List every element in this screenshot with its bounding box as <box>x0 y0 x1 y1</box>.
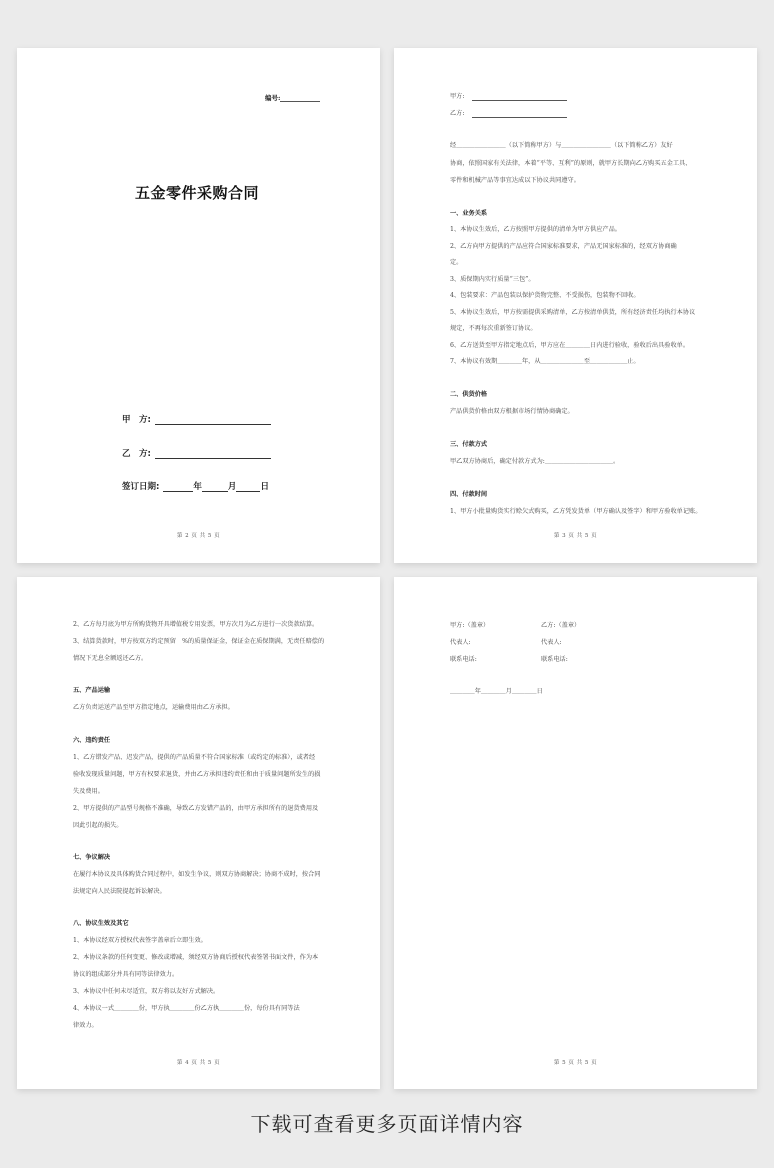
page-footer: 第 2 页 共 5 页 <box>176 533 221 539</box>
section-7-title: 七、争议解决 <box>73 854 111 861</box>
intro-line-2: 协商，依照国家有关法律，本着“平等、互利”的原则，就甲方长期向乙方购买五金工具、 <box>450 160 692 167</box>
month-blank <box>202 482 228 492</box>
section-8-title: 八、协议生效及其它 <box>73 920 129 927</box>
payment-line: 3、结算货款时，甲方按双方约定预留 %的质量保证金，保证金在质保期满，无责任赔偿的 <box>73 638 325 645</box>
section-1-line: 3、质保期内实行质量“三包”。 <box>450 276 535 283</box>
page-footer: 第 3 页 共 5 页 <box>553 533 598 539</box>
page-footer: 第 5 页 共 5 页 <box>553 1060 598 1066</box>
party-b-label: 乙 方: <box>122 449 151 459</box>
signing-date-line: ＿＿＿＿年＿＿＿＿月＿＿＿＿日 <box>450 688 543 695</box>
party-b-line <box>450 109 567 118</box>
section-1-line: 2、乙方向甲方提供的产品应符合国家标准要求，产品无国家标准的，经双方协商确 <box>450 243 677 250</box>
section-6-title: 六、违约责任 <box>73 737 111 744</box>
signing-date-line <box>122 480 269 492</box>
section-2-title: 二、供货价格 <box>450 391 488 398</box>
section-8-line: 2、本协议条款的任何变更、修改或增减，须经双方协商后授权代表签署书面文件，作为本 <box>73 954 319 961</box>
payment-line: 2、乙方每月底为甲方所购货物开具增值税专用发票，甲方次月为乙方进行一次货款结算。 <box>73 621 319 628</box>
contract-page-3 <box>394 48 757 563</box>
contract-title: 五金零件采购合同 <box>135 184 260 202</box>
section-2-line: 产品供货价格由双方根据市场行情协商确定。 <box>450 408 574 415</box>
section-6-line: 2、甲方提供的产品型号规格不准确，导致乙方发错产品的，由甲方承担所有的退货费用及 <box>73 805 319 812</box>
serial-number-field <box>265 93 320 102</box>
section-1-line: 规定，不再每次重新签订协议。 <box>450 325 537 332</box>
payment-line: 情况下无息全额返还乙方。 <box>73 655 148 662</box>
section-8-line: 1、本协议经双方授权代表签字盖章后立即生效。 <box>73 937 207 944</box>
section-7-line: 在履行本协议及具体购货合同过程中，如发生争议，则双方协商解决；协商不成时，按合同 <box>73 871 321 878</box>
section-6-line: 1、乙方错发产品、迟发产品，提供的产品质量不符合国家标准（或约定的标准），或者经 <box>73 754 316 761</box>
contract-page-4 <box>17 577 380 1089</box>
section-1-title: 一、业务关系 <box>450 210 488 217</box>
section-3-title: 三、付款方式 <box>450 441 488 448</box>
section-1-line: 4、包装要求：产品包装以保护货物完整、不受损伤，包装物不回收。 <box>450 292 640 299</box>
year-blank <box>163 482 193 492</box>
download-more-caption: 下载可查看更多页面详情内容 <box>250 1112 524 1136</box>
serial-blank <box>280 94 320 102</box>
section-5-title: 五、产品运输 <box>73 687 111 694</box>
section-1-line: 1、本协议生效后，乙方按照甲方提供的清单为甲方供应产品。 <box>450 226 621 233</box>
party-b-phone-label: 联系电话: <box>541 656 568 663</box>
page-footer: 第 4 页 共 5 页 <box>176 1060 221 1066</box>
contract-page-5 <box>394 577 757 1089</box>
section-5-line: 乙方负责运送产品至甲方指定地点，运输费用由乙方承担。 <box>73 704 234 711</box>
day-label: 日 <box>260 482 269 492</box>
section-6-line: 失及费用。 <box>73 788 104 795</box>
party-a-line <box>450 92 567 101</box>
section-4-title: 四、付款时间 <box>450 491 488 498</box>
day-blank <box>236 482 260 492</box>
party-a-phone-label: 联系电话: <box>450 656 477 663</box>
party-b-blank <box>472 110 567 118</box>
intro-line-3: 零件和机械产品等事宜达成以下协议共同遵守。 <box>450 177 580 184</box>
party-a-label: 甲 方: <box>122 415 151 425</box>
party-b-blank <box>155 449 271 459</box>
intro-line-1: 经＿＿＿＿＿＿＿＿（以下简称甲方）与＿＿＿＿＿＿＿＿（以下简称乙方）友好 <box>450 142 673 149</box>
party-a-blank <box>155 415 271 425</box>
party-a-seal-label: 甲方:（盖章） <box>450 622 490 629</box>
party-b-signature-line <box>122 447 271 459</box>
section-3-line: 甲乙双方协商后，确定付款方式为:＿＿＿＿＿＿＿＿＿＿＿。 <box>450 458 620 465</box>
section-1-line: 6、乙方送货至甲方指定地点后，甲方应在＿＿＿＿日内进行验收，验收后出具验收单。 <box>450 342 690 349</box>
section-1-line: 5、本协议生效后，甲方按需提供采购清单，乙方按清单供货，所有经济责任均执行本协议 <box>450 309 696 316</box>
section-1-line: 定。 <box>450 259 463 266</box>
section-8-line: 协议的组成部分并具有同等法律效力。 <box>73 971 179 978</box>
year-label: 年 <box>193 482 202 492</box>
party-a-label: 甲方: <box>450 93 465 100</box>
party-b-seal-label: 乙方:（盖章） <box>541 622 581 629</box>
section-8-line: 律效力。 <box>73 1022 98 1029</box>
party-b-label: 乙方: <box>450 110 465 117</box>
party-a-signature-line <box>122 413 271 425</box>
serial-label: 编号: <box>265 94 281 102</box>
section-8-line: 4、本协议一式＿＿＿＿份，甲方执＿＿＿＿份乙方执＿＿＿＿份，每份具有同等法 <box>73 1005 300 1012</box>
section-6-line: 因此引起的损失。 <box>73 822 123 829</box>
contract-cover-page <box>17 48 380 563</box>
party-b-representative-label: 代表人: <box>541 639 562 646</box>
section-8-line: 3、本协议中任何未尽适宜，双方将以友好方式解决。 <box>73 988 220 995</box>
signing-date-label: 签订日期: <box>122 482 160 492</box>
section-4-line: 1、甲方小批量购货实行赊欠式购买，乙方凭发货单（甲方确认及签字）和甲方验收单记账。 <box>450 508 702 515</box>
section-6-line: 验收发现质量问题，甲方有权要求退货，并由乙方承担违约责任和由于质量问题所发生的损 <box>73 771 321 778</box>
party-a-blank <box>472 93 567 101</box>
section-7-line: 法规定向人民法院提起诉讼解决。 <box>73 888 166 895</box>
section-1-line: 7、本协议有效期＿＿＿＿年，从＿＿＿＿＿＿＿至＿＿＿＿＿＿止。 <box>450 358 640 365</box>
month-label: 月 <box>227 482 237 492</box>
party-a-representative-label: 代表人: <box>450 639 471 646</box>
